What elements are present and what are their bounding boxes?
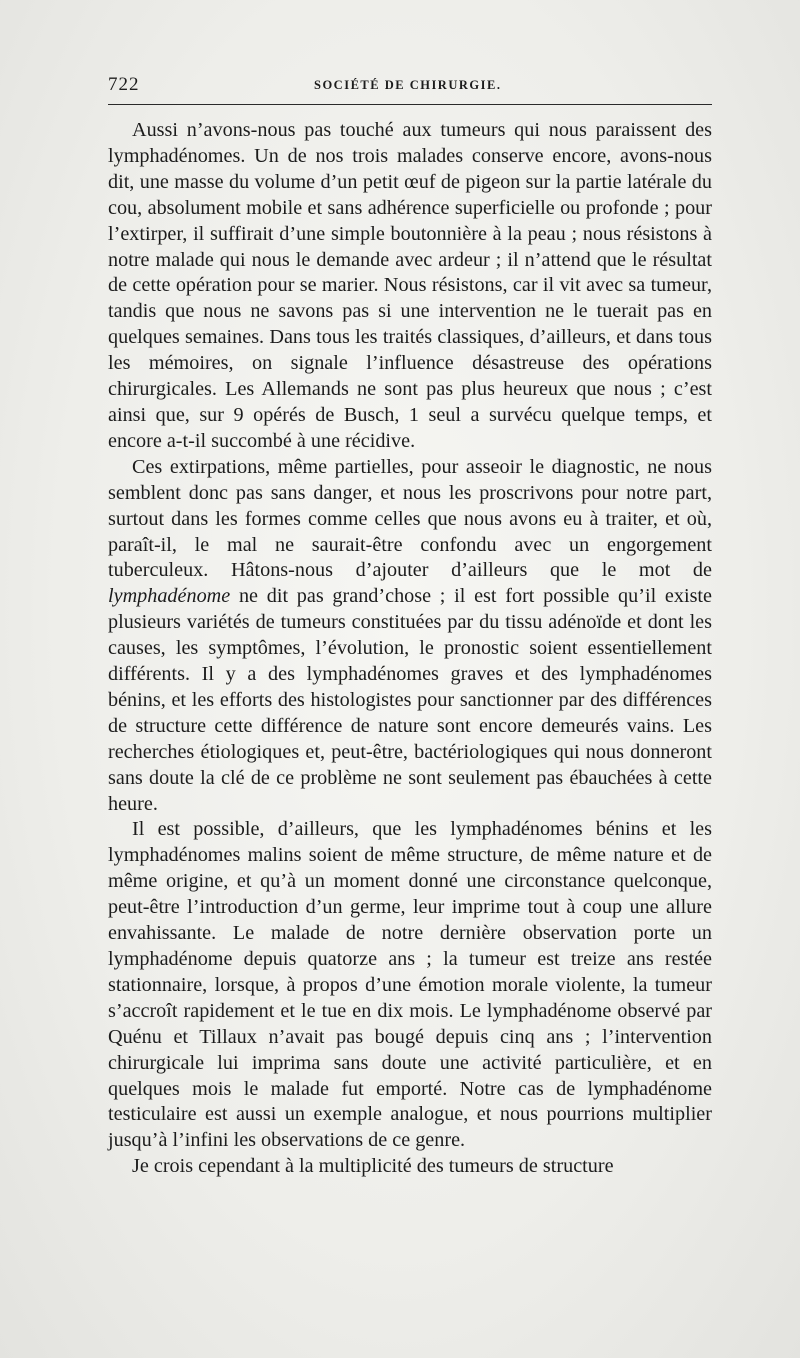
paragraph-2-after: ne dit pas grand’chose ; il est fort possible qu’il existe plusieurs variétés de tumeurs constituées par du tissu adénoïde et dont les causes, les symptômes, l’évolution, le pronostic soient essentiellement différents. Il y a des lymphadénomes graves et des lymphadénomes bénins, et les efforts des histologistes pour sanctionner par des différences de structure cette différence de nature sont encore demeurés vains. Les recherches étiologiques et, peut-être, bactériologiques qui nous donneront sans doute la clé de ce problème ne sont seulement pas ébauchées à cette heure.: [108, 585, 712, 815]
paragraph-1: Aussi n’avons-nous pas touché aux tumeurs qui nous paraissent des lymphadénomes. Un de nos trois malades conserve encore, avons-nous dit, une masse du volume d’un petit œuf de pigeon sur la partie latérale du cou, absolument mobile et sans adhérence superficielle ou profonde ; pour l’extirper, il suffirait d’une simple boutonnière à la peau ; nous résistons à notre malade qui nous le demande avec ardeur ; il n’attend que le résultat de cette opération pour se marier. Nous résistons, car il vit avec sa tumeur, tandis que nous ne savons pas si une intervention ne le tuerait pas en quelques semaines. Dans tous les traités classiques, d’ailleurs, et dans tous les mémoires, on signale l’influence désastreuse des opérations chirurgicales. Les Allemands ne sont pas plus heureux que nous ; c’est ainsi que, sur 9 opérés de Busch, 1 seul a survécu quelque temps, et encore a-t-il succombé à une récidive.: [108, 119, 712, 452]
header-rule: [108, 104, 712, 105]
paragraph-4: Je crois cependant à la multiplicité des tumeurs de structure: [132, 1155, 614, 1178]
running-title: SOCIÉTÉ DE CHIRURGIE.: [314, 78, 502, 92]
paragraph-2: [108, 455, 712, 818]
paragraph-2-italic-term: lymphadénome: [108, 585, 231, 608]
paragraph-3: Il est possible, d’ailleurs, que les lymphadénomes bénins et les lymphadénomes malins soient de même structure, de même nature et de même origine, et qu’à un moment donné une circonstance quelconque, peut-être l’introduction d’un germe, leur imprime tout à coup une allure envahissante. Le malade de notre dernière observation porte un lymphadénome depuis quatorze ans ; la tumeur est treize ans restée stationnaire, lorsque, à propos d’une émotion morale violente, la tumeur s’accroît rapidement et le tue en dix mois. Le lymphadénome observé par Quénu et Tillaux n’avait pas bougé depuis cinq ans ; l’intervention chirurgicale lui imprima sans doute une activité particulière, et en quelques mois le malade fut emporté. Notre cas de lymphadénome testiculaire est aussi un exemple analogue, et nous pourrions multiplier jusqu’à l’infini les observations de ce genre.: [108, 818, 712, 1152]
body-text: [108, 118, 712, 1180]
page-number: 722: [108, 74, 140, 95]
paragraph-2-before: Ces extirpations, même partielles, pour asseoir le diagnostic, ne nous semblent donc pas sans danger, et nous les proscrivons pour notre part, surtout dans les formes comme celles que nous avons eu à traiter, et où, paraît-il, le mal ne saurait-être confondu avec un engorgement tuberculeux. Hâtons-nous d’ajouter d’ailleurs que le mot de: [108, 455, 712, 582]
page-header: [108, 68, 712, 104]
